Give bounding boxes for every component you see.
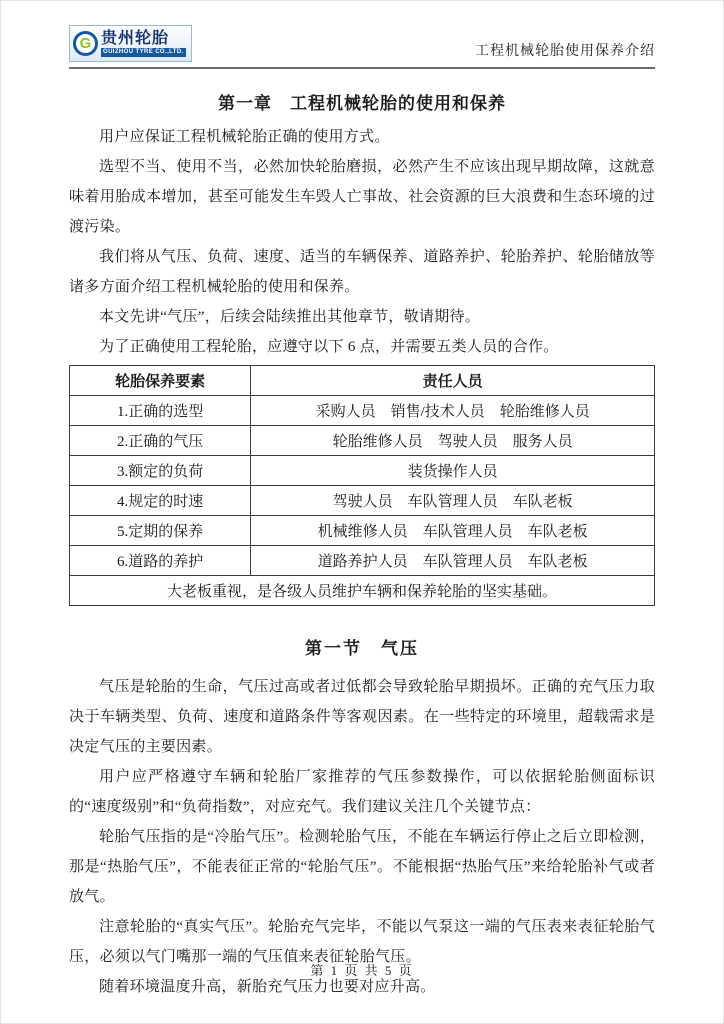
table-cell-factor: 2.正确的气压 [70, 426, 251, 456]
table-footer-row [70, 576, 655, 606]
table-cell-person: 装货操作人员 [251, 456, 655, 486]
intro-paragraph: 本文先讲“气压”，后续会陆续推出其他章节，敬请期待。 [99, 309, 481, 325]
logo-brand-en: GUIZHOU TYRE CO.,LTD. [103, 48, 184, 55]
table-row [70, 426, 655, 456]
header-doc-title: 工程机械轮胎使用保养介绍 [475, 44, 655, 59]
chapter-title: 第一章 工程机械轮胎的使用和保养 [218, 94, 506, 113]
table-cell-person: 机械维修人员 车队管理人员 车队老板 [251, 516, 655, 546]
table-cell-factor: 3.额定的负荷 [70, 456, 251, 486]
logo-brand-cn: 贵州轮胎 [101, 30, 170, 48]
table-row [70, 486, 655, 516]
page-number: 第 1 页 共 5 页 [310, 963, 414, 978]
table-row [70, 396, 655, 426]
logo-g-icon: G [73, 31, 98, 56]
section-paragraph: 轮胎气压指的是“冷胎气压”。检测轮胎气压，不能在车辆运行停止之后立即检测，那是“热胎气压”，不能表征正常的“轮胎气压”。不能根据“热胎气压”来给轮胎补气或者放气。 [69, 829, 655, 905]
page-header [69, 25, 655, 69]
intro-paragraph: 为了正确使用工程轮胎，应遵守以下 6 点，并需要五类人员的合作。 [99, 339, 559, 355]
table-cell-person: 轮胎维修人员 驾驶人员 服务人员 [251, 426, 655, 456]
logo-text-block [101, 30, 186, 57]
table-cell-person: 采购人员 销售/技术人员 轮胎维修人员 [251, 396, 655, 426]
table-cell-person: 驾驶人员 车队管理人员 车队老板 [251, 486, 655, 516]
table-cell-factor: 5.定期的保养 [70, 516, 251, 546]
table-cell-person: 道路养护人员 车队管理人员 车队老板 [251, 546, 655, 576]
section-paragraph: 气压是轮胎的生命，气压过高或者过低都会导致轮胎早期损坏。正确的充气压力取决于车辆类型、负荷、速度和道路条件等客观因素。在一些特定的环境里，超载需求是决定气压的主要因素。 [69, 679, 655, 755]
table-row [70, 546, 655, 576]
table-header-row [70, 366, 655, 396]
section-paragraph: 用户应严格遵守车辆和轮胎厂家推荐的气压参数操作，可以依据轮胎侧面标识的“速度级别”和“负荷指数”，对应充气。我们建议关注几个关键节点： [69, 769, 655, 815]
company-logo [69, 25, 192, 62]
section-paragraph: 注意轮胎的“真实气压”。轮胎充气完毕，不能以气泵这一端的气压表来表征轮胎气压，必须以气门嘴那一端的气压值来表征轮胎气压。 [69, 919, 655, 965]
section-paragraph: 随着环境温度升高，新胎充气压力也要对应升高。 [99, 979, 436, 995]
intro-paragraph: 我们将从气压、负荷、速度、适当的车辆保养、道路养护、轮胎养护、轮胎储放等诸多方面介绍工程机械轮胎的使用和保养。 [69, 249, 655, 295]
section-title: 第一节 气压 [305, 639, 419, 658]
table-cell-factor: 4.规定的时速 [70, 486, 251, 516]
table-footer-note: 大老板重视，是各级人员维护车辆和保养轮胎的坚实基础。 [70, 576, 655, 606]
intro-paragraph: 用户应保证工程机械轮胎正确的使用方式。 [99, 129, 390, 145]
table-header-person: 责任人员 [251, 366, 655, 396]
table-header-factor: 轮胎保养要素 [70, 366, 251, 396]
table-cell-factor: 6.道路的养护 [70, 546, 251, 576]
maintenance-responsibility-table [69, 365, 655, 606]
intro-paragraph: 选型不当、使用不当，必然加快轮胎磨损，必然产生不应该出现早期故障，这就意味着用胎成本增加，甚至可能发生车毁人亡事故、社会资源的巨大浪费和生态环境的过渡污染。 [69, 159, 655, 235]
table-row [70, 516, 655, 546]
table-cell-factor: 1.正确的选型 [70, 396, 251, 426]
table-row [70, 456, 655, 486]
